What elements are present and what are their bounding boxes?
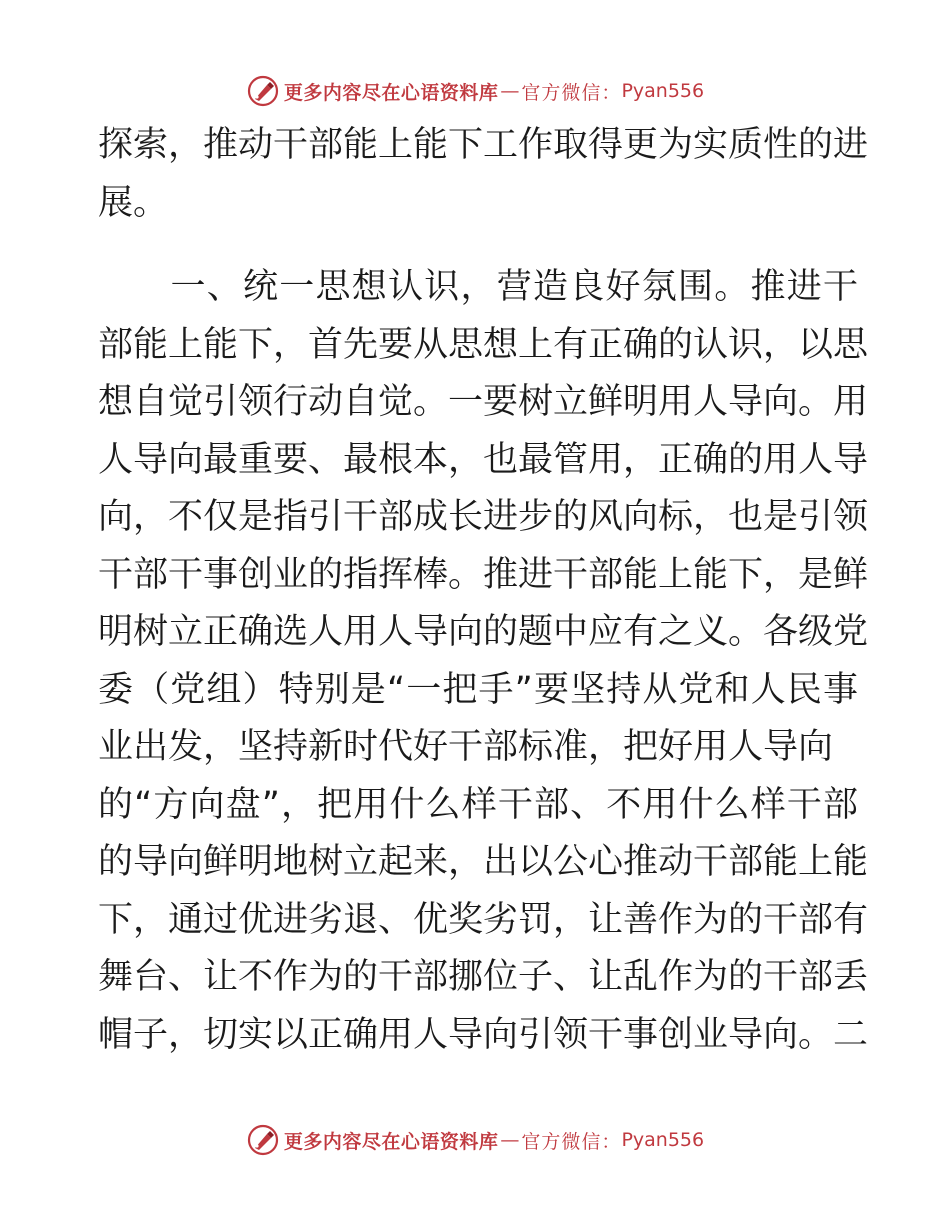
header-wechat-label: 官方微信：	[521, 81, 622, 104]
footer-watermark	[0, 1122, 950, 1158]
paragraph-1-line-1: 探索，推动干部能上能下工作取得更为实质性的进	[98, 125, 869, 165]
paragraph-2-line-13: 舞台、让不作为的干部挪位子、让乱作为的干部丢	[98, 957, 869, 997]
paragraph-gap	[98, 232, 858, 259]
paragraph-2-line-12: 下，通过优进劣退、优奖劣罚，让善作为的干部有	[98, 899, 869, 940]
body-text	[98, 117, 869, 1064]
paragraph-2-line-8: 委（党组）特别是“一把手”要坚持从党和人民事	[98, 669, 858, 710]
paragraph-2-line-4: 人导向最重要、最根本，也最管用，正确的用人导	[98, 439, 869, 480]
paragraph-2-line-11: 的导向鲜明地树立起来，出以公心推动干部能上能	[98, 842, 869, 882]
footer-wechat-label: 官方微信：	[521, 1130, 622, 1153]
header-watermark-text: 更多内容尽在心语资料库	[283, 81, 499, 104]
paragraph-2-line-1: 一、统一思想认识，营造良好氛围。推进干	[98, 267, 858, 307]
footer-watermark-text: 更多内容尽在心语资料库	[283, 1130, 499, 1153]
footer-watermark-separator: —	[500, 1129, 520, 1151]
paragraph-2-line-5: 向，不仅是指引干部成长进步的风向标，也是引领	[98, 497, 869, 537]
header-watermark-separator: —	[500, 80, 520, 102]
pen-logo-icon	[246, 74, 280, 108]
footer-wechat-id: Pyan556	[621, 1129, 705, 1151]
paragraph-2-line-7: 明树立正确选人用人导向的题中应有之义。各级党	[98, 612, 869, 652]
header-wechat-id: Pyan556	[621, 80, 705, 102]
paragraph-2-line-10: 的“方向盘”，把用什么样干部、不用什么样干部	[98, 784, 858, 825]
paragraph-2-line-6: 干部干事创业的指挥棒。推进干部能上能下，是鲜	[98, 554, 869, 595]
paragraph-2-line-9: 业出发，坚持新时代好干部标准，把好用人导向	[98, 727, 834, 767]
paragraph-2-line-2: 部能上能下，首先要从思想上有正确的认识，以思	[98, 324, 869, 365]
header-watermark	[0, 73, 950, 109]
paragraph-2-line-3: 想自觉引领行动自觉。一要树立鲜明用人导向。用	[98, 382, 869, 422]
paragraph-1-line-2: 展。	[98, 182, 169, 223]
pen-logo-icon	[246, 1123, 280, 1157]
paragraph-2-line-14: 帽子，切实以正确用人导向引领干事创业导向。二	[98, 1014, 869, 1055]
